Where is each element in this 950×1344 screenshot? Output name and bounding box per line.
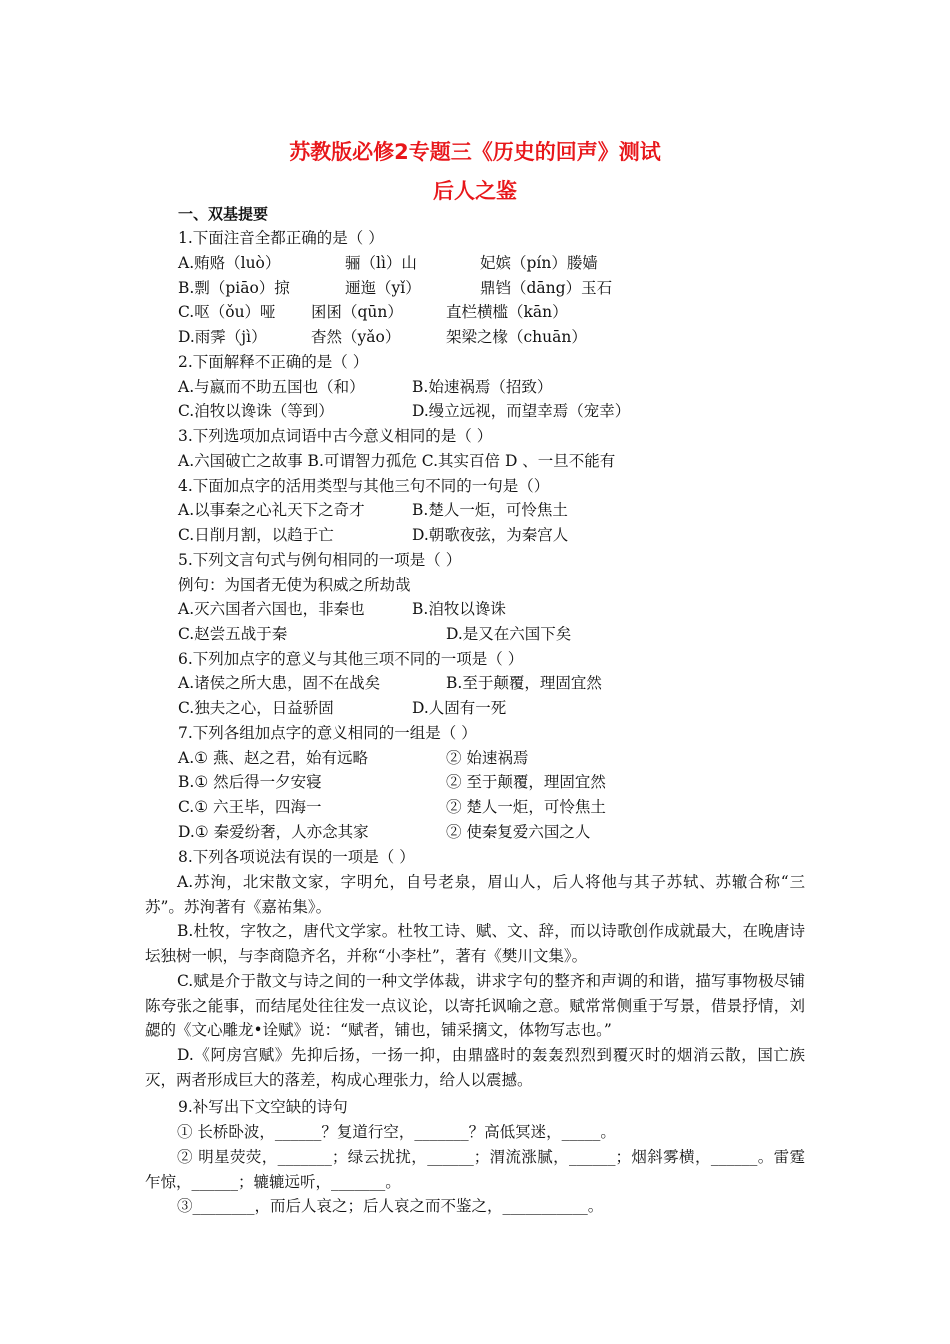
q6-option-d: D.人固有一死 (412, 699, 507, 717)
q9-line-2: ② 明星荧荧，_______；绿云扰扰，______；渭流涨腻，______；烟斜雾横，______。雷霆乍惊，______；辘辘远听，_______。 (145, 1148, 805, 1191)
q1-stem: 1.下面注音全都正确的是（ ） (178, 229, 384, 247)
q1-c-3: 直栏横槛（kān） (446, 303, 568, 321)
q4-stem: 4.下面加点字的活用类型与其他三句不同的一句是（） (178, 477, 550, 495)
q6-option-b: B.至于颠覆，理固宜然 (446, 674, 602, 692)
q4-option-b: B.楚人一炬，可怜焦土 (412, 501, 568, 519)
q9-line-1: ① 长桥卧波，______？复道行空，_______？高低冥迷，_____。 (177, 1123, 616, 1141)
q7-option-b-2: ② 至于颠覆，理固宜然 (446, 773, 606, 791)
q9-line-3: ③________，而后人哀之；后人哀之而不鉴之，___________。 (177, 1197, 604, 1215)
q5-stem: 5.下列文言句式与例句相同的一项是（ ） (178, 551, 462, 569)
q8-option-c: C.赋是介于散文与诗之间的一种文学体裁，讲求字句的整齐和声调的和谐，描写事物极尽铺陈夸张之能事，而结尾处往往发一点议论，以寄托讽喻之意。赋常常侧重于写景，借景抒情，刘勰的《文心雕龙•诠赋》说：“赋者，铺也，铺采摛文，体物写志也。” (145, 972, 805, 1039)
q5-option-c: C.赵尝五战于秦 (178, 625, 288, 643)
q2-option-d: D.缦立远视，而望幸焉（宠幸） (412, 402, 631, 420)
document-title: 苏教版必修2专题三《历史的回声》测试 (289, 140, 661, 164)
q8-option-a: A.苏洵，北宋散文家，字明允，自号老泉，眉山人，后人将他与其子苏轼、苏辙合称“三苏”。苏洵著有《嘉祐集》。 (145, 873, 805, 916)
document-subtitle: 后人之鉴 (433, 179, 517, 203)
q1-d-1: D.雨霁（jì） (178, 328, 267, 346)
q4-option-c: C.日削月割，以趋于亡 (178, 526, 334, 544)
q4-option-d: D.朝歌夜弦，为秦宫人 (412, 526, 569, 544)
q7-stem: 7.下列各组加点字的意义相同的一组是（ ） (178, 724, 477, 742)
q5-option-b: B.洎牧以谗诛 (412, 600, 506, 618)
q8-option-b: B.杜牧，字牧之，唐代文学家。杜牧工诗、赋、文、辞，而以诗歌创作成就最大，在晚唐诗坛独树一帜，与李商隐齐名，并称“小李杜”，著有《樊川文集》。 (145, 922, 805, 965)
q1-d-3: 架梁之椽（chuān） (446, 328, 587, 346)
q7-option-d-1: D.① 秦爱纷奢，人亦念其家 (178, 823, 369, 841)
q6-option-a: A.诸侯之所大患，固不在战矣 (178, 674, 381, 692)
q7-option-d-2: ② 使秦复爱六国之人 (446, 823, 591, 841)
q7-option-c-2: ② 楚人一炬，可怜焦土 (446, 798, 606, 816)
q2-option-c: C.洎牧以谗诛（等到） (178, 402, 334, 420)
q7-option-a-1: A.① 燕、赵之君，始有远略 (178, 749, 368, 767)
q9-stem: 9.补写出下文空缺的诗句 (178, 1098, 348, 1116)
q4-option-a: A.以事秦之心礼天下之奇才 (178, 501, 365, 519)
q6-stem: 6.下列加点字的意义与其他三项不同的一项是（ ） (178, 650, 524, 668)
q2-stem: 2.下面解释不正确的是（ ） (178, 353, 369, 371)
q1-a-2: 骊（lì）山 (345, 254, 417, 272)
q2-option-b: B.始速祸焉（招致） (412, 378, 553, 396)
q7-option-a-2: ② 始速祸焉 (446, 749, 529, 767)
q1-c-2: 囷囷（qūn） (311, 303, 403, 321)
q8-option-d: D.《阿房宫赋》先抑后扬，一扬一抑，由鼎盛时的轰轰烈烈到覆灭时的烟消云散，国亡族灭，两者形成巨大的落差，构成心理张力，给人以震撼。 (145, 1046, 805, 1089)
q2-option-a: A.与嬴而不助五国也（和） (178, 378, 365, 396)
q1-d-2: 杳然（yǎo） (311, 328, 401, 346)
q1-b-2: 逦迤（yǐ） (345, 279, 421, 297)
q1-a-3: 妃嫔（pín）媵嫱 (480, 254, 598, 272)
q7-option-b-1: B.① 然后得一夕安寝 (178, 773, 322, 791)
q6-option-c: C.独夫之心，日益骄固 (178, 699, 334, 717)
q5-option-a: A.灭六国者六国也，非秦也 (178, 600, 365, 618)
q3-stem: 3.下列选项加点词语中古今意义相同的是（ ） (178, 427, 493, 445)
q1-b-1: B.剽（piāo）掠 (178, 279, 290, 297)
q1-a-1: A.贿赂（luò） (178, 254, 281, 272)
section-heading: 一、双基提要 (178, 205, 269, 223)
q1-c-1: C.呕（ǒu）哑 (178, 303, 276, 321)
q5-example: 例句：为国者无使为积威之所劫哉 (178, 576, 411, 594)
q8-stem: 8.下列各项说法有误的一项是（ ） (178, 848, 415, 866)
q1-b-3: 鼎铛（dāng）玉石 (480, 279, 613, 297)
q3-options: A.六国破亡之故事 B.可谓智力孤危 C.其实百倍 D 、一旦不能有 (178, 452, 616, 470)
q7-option-c-1: C.① 六王毕，四海一 (178, 798, 322, 816)
q5-option-d: D.是又在六国下矣 (446, 625, 572, 643)
